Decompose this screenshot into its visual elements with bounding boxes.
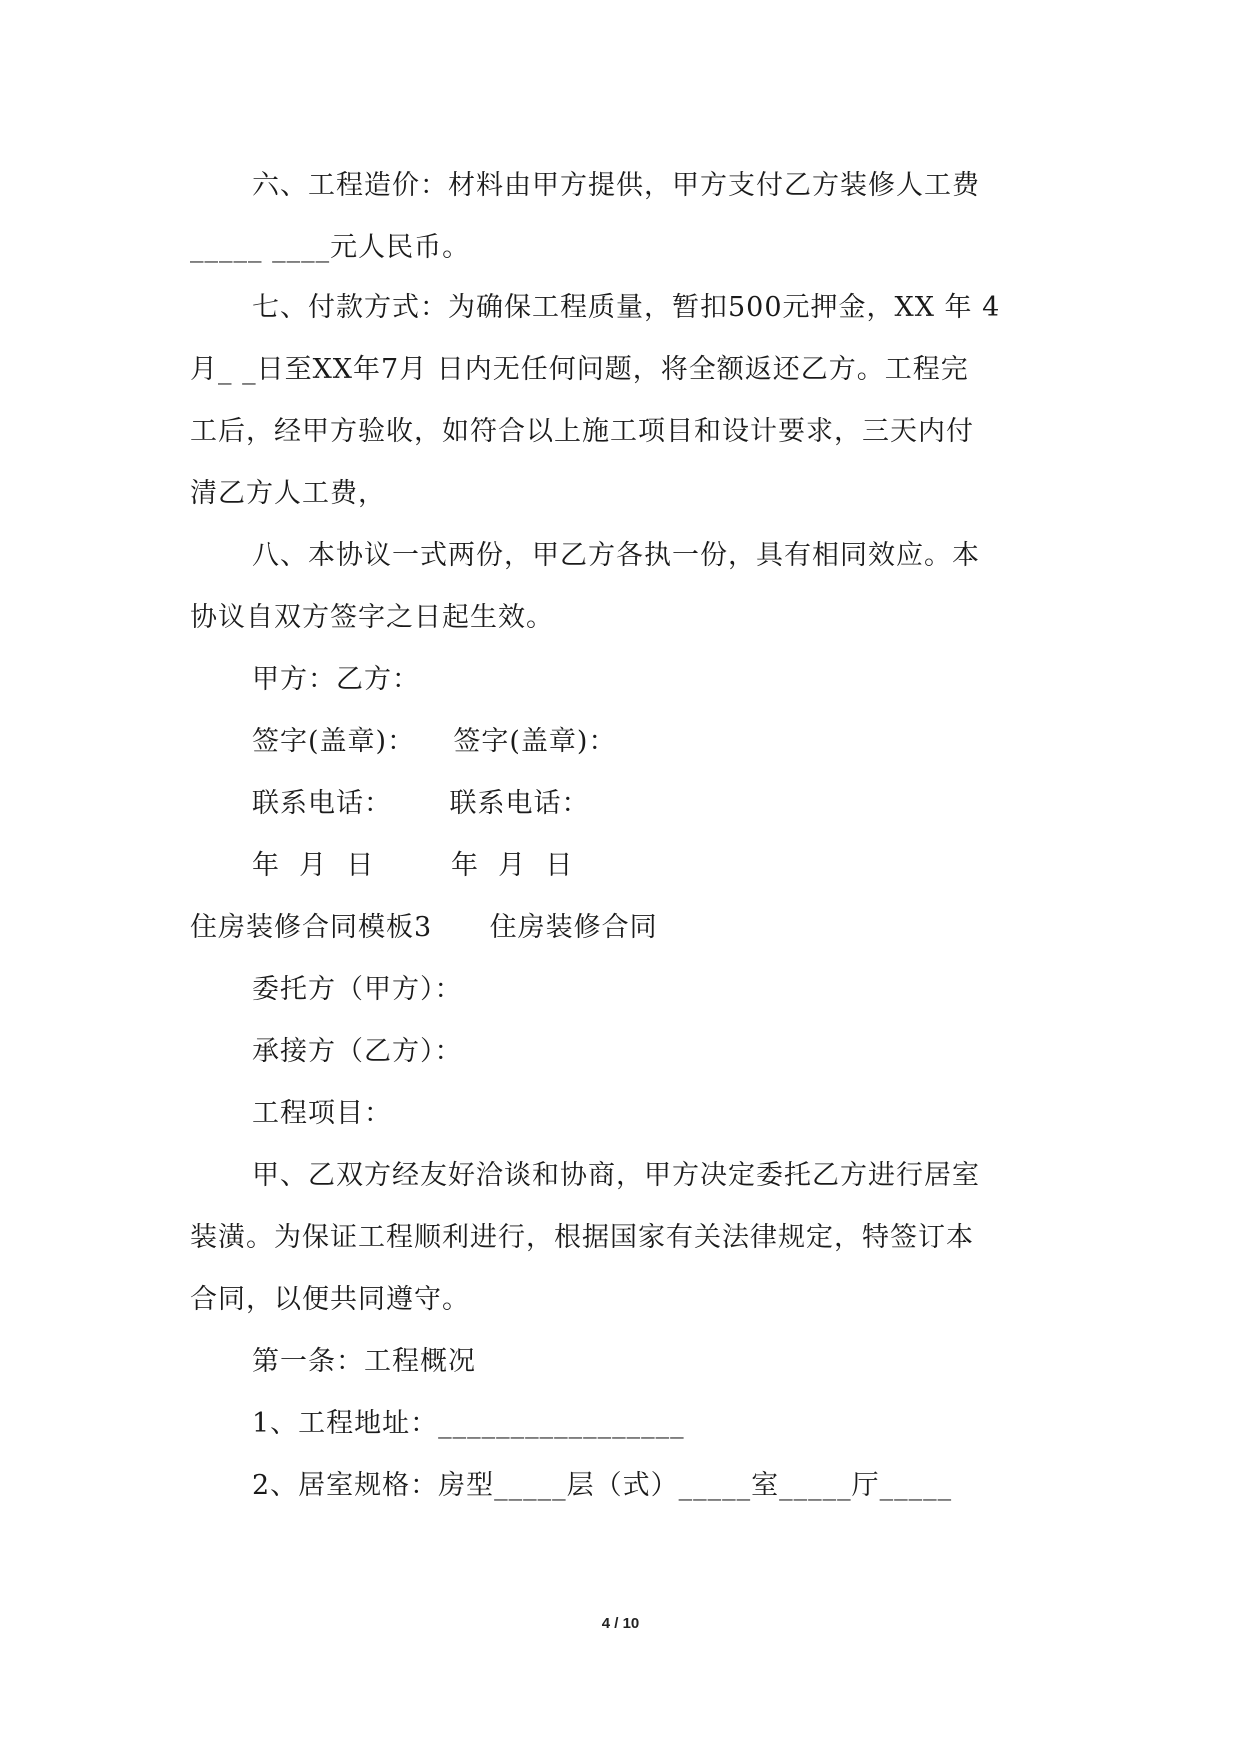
phone-line: 联系电话： 联系电话： <box>252 788 590 819</box>
parties-line: 甲方：乙方： <box>252 664 420 695</box>
clause-7-line-4: 清乙方人工费， <box>190 478 386 509</box>
project-line: 工程项目： <box>252 1098 392 1129</box>
page-number: 4 / 10 <box>601 1615 640 1632</box>
clause-8-line-1: 八、本协议一式两份，甲乙方各执一份，具有相同效应。本 <box>252 540 980 571</box>
clause-6-line-2: _____ ____元人民币。 <box>190 232 471 263</box>
contractor-line: 承接方（乙方）： <box>252 1036 463 1067</box>
date-line: 年 月 日 年 月 日 <box>252 850 574 881</box>
intro-line-3: 合同，以便共同遵守。 <box>190 1284 470 1315</box>
clause-7-line-2: 月_ _日至XX年7月 日内无任何问题，将全额返还乙方。工程完 <box>190 354 969 385</box>
contract-title: 住房装修合同模板3 住房装修合同 <box>190 912 658 943</box>
clause-7-line-3: 工后，经甲方验收，如符合以上施工项目和设计要求，三天内付 <box>190 416 974 447</box>
clause-8-line-2: 协议自双方签字之日起生效。 <box>190 602 554 633</box>
clause-7-line-1: 七、付款方式：为确保工程质量，暂扣500元押金，XX 年 4 <box>252 292 1001 323</box>
article-1-heading: 第一条：工程概况 <box>252 1346 476 1377</box>
client-line: 委托方（甲方）： <box>252 974 463 1005</box>
intro-line-2: 装潢。为保证工程顺利进行，根据国家有关法律规定，特签订本 <box>190 1222 974 1253</box>
clause-6-line-1: 六、工程造价：材料由甲方提供，甲方支付乙方装修人工费 <box>252 170 980 201</box>
signature-line: 签字(盖章)： 签字(盖章)： <box>252 726 617 757</box>
address-line: 1、工程地址：_________________ <box>252 1408 685 1439</box>
room-spec-line: 2、居室规格：房型_____层（式）_____室_____厅_____ <box>252 1470 953 1501</box>
intro-line-1: 甲、乙双方经友好洽谈和协商，甲方决定委托乙方进行居室 <box>252 1160 980 1191</box>
